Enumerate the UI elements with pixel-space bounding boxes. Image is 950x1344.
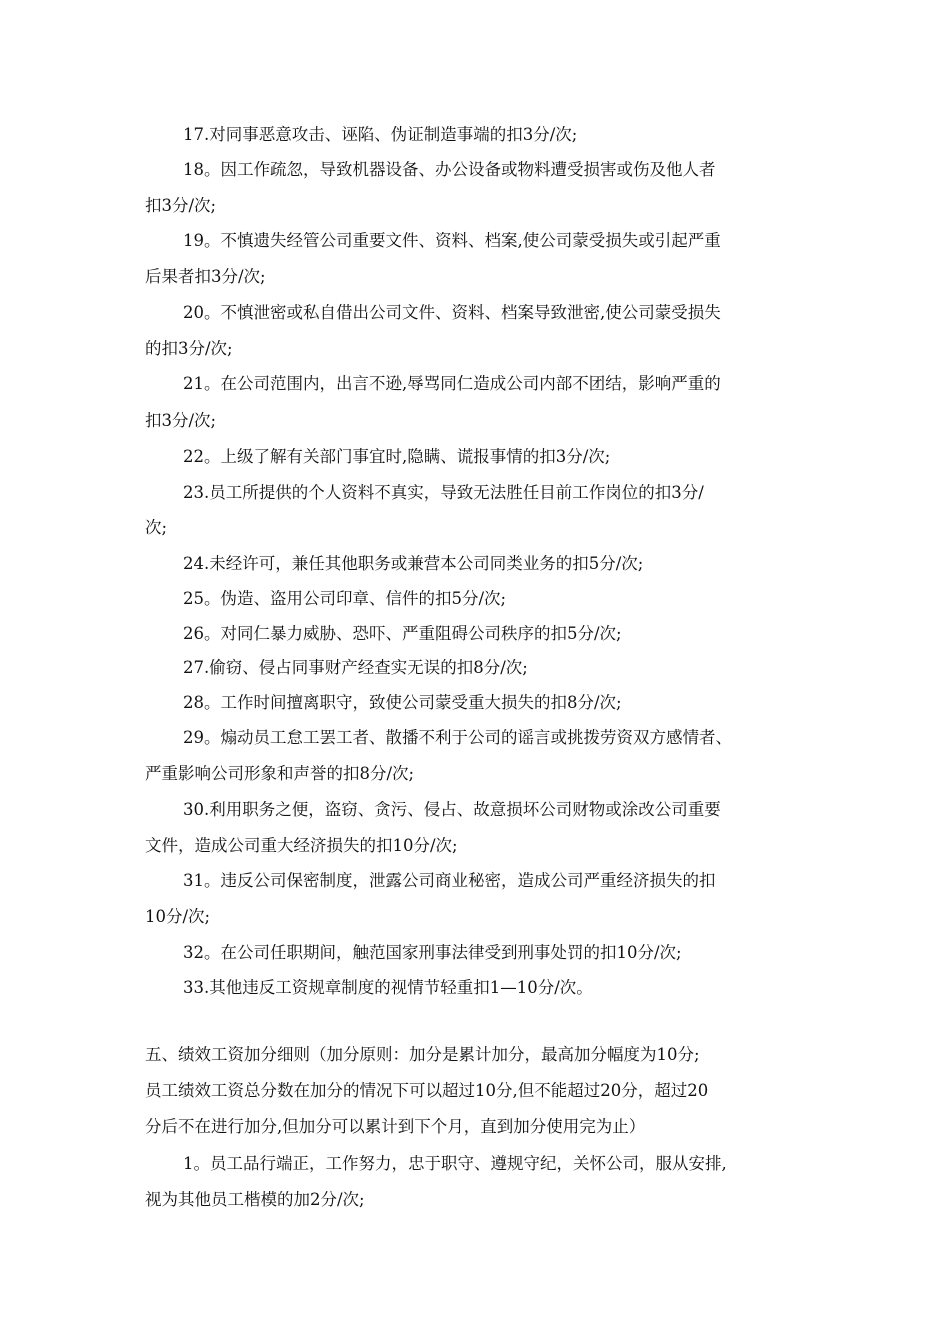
item-30-line-1: 30.利用职务之便，盗窃、贪污、侵占、故意损坏公司财物或涂改公司重要	[183, 800, 721, 819]
item-18-line-2: 扣3分/次;	[145, 196, 217, 215]
item-21-line-2: 扣3分/次;	[145, 411, 217, 430]
item-26-line-1: 26。对同仁暴力威胁、恐吓、严重阻碍公司秩序的扣5分/次;	[183, 624, 622, 643]
item-19-line-1: 19。不慎遗失经管公司重要文件、资料、档案,使公司蒙受损失或引起严重	[183, 231, 721, 250]
item-21-line-1: 21。在公司范围内，出言不逊,辱骂同仁造成公司内部不团结，影响严重的	[183, 374, 721, 393]
item-18-line-1: 18。因工作疏忽，导致机器设备、办公设备或物料遭受损害或伤及他人者	[183, 160, 716, 179]
item-17-line-1: 17.对同事恶意攻击、诬陷、伪证制造事端的扣3分/次;	[183, 125, 578, 144]
item-31-line-1: 31。违反公司保密制度，泄露公司商业秘密，造成公司严重经济损失的扣	[183, 871, 716, 890]
item-22-line-1: 22。上级了解有关部门事宜时,隐瞒、谎报事情的扣3分/次;	[183, 447, 611, 466]
item-29-line-1: 29。煽动员工怠工罢工者、散播不利于公司的谣言或挑拨劳资双方感情者、	[183, 728, 732, 747]
item-33-line-1: 33.其他违反工资规章制度的视情节轻重扣1—10分/次。	[183, 978, 593, 997]
item-32-line-1: 32。在公司任职期间，触范国家刑事法律受到刑事处罚的扣10分/次;	[183, 943, 682, 962]
item-28-line-1: 28。工作时间擅离职守，致使公司蒙受重大损失的扣8分/次;	[183, 693, 622, 712]
section-5-heading-line-1: 五、绩效工资加分细则（加分原则：加分是累计加分，最高加分幅度为10分;	[145, 1045, 700, 1064]
bonus-item-1-line-1: 1。员工品行端正，工作努力，忠于职守、遵规守纪，关怀公司，服从安排,	[183, 1154, 727, 1173]
item-20-line-1: 20。不慎泄密或私自借出公司文件、资料、档案导致泄密,使公司蒙受损失	[183, 303, 721, 322]
item-27-line-1: 27.偷窃、侵占同事财产经查实无误的扣8分/次;	[183, 658, 528, 677]
item-20-line-2: 的扣3分/次;	[145, 339, 233, 358]
section-5-heading-line-2: 员工绩效工资总分数在加分的情况下可以超过10分,但不能超过20分，超过20	[145, 1081, 709, 1100]
item-25-line-1: 25。伪造、盗用公司印章、信件的扣5分/次;	[183, 589, 507, 608]
section-5-heading-line-3: 分后不在进行加分,但加分可以累计到下个月，直到加分使用完为止）	[145, 1117, 646, 1136]
item-19-line-2: 后果者扣3分/次;	[145, 267, 266, 286]
item-24-line-1: 24.未经许可，兼任其他职务或兼营本公司同类业务的扣5分/次;	[183, 554, 644, 573]
item-31-line-2: 10分/次;	[145, 907, 211, 926]
item-30-line-2: 文件，造成公司重大经济损失的扣10分/次;	[145, 836, 458, 855]
bonus-item-1-line-2: 视为其他员工楷模的加2分/次;	[145, 1190, 365, 1209]
item-23-line-2: 次;	[145, 518, 168, 537]
item-29-line-2: 严重影响公司形象和声誉的扣8分/次;	[145, 764, 415, 783]
item-23-line-1: 23.员工所提供的个人资料不真实，导致无法胜任目前工作岗位的扣3分/	[183, 483, 704, 502]
